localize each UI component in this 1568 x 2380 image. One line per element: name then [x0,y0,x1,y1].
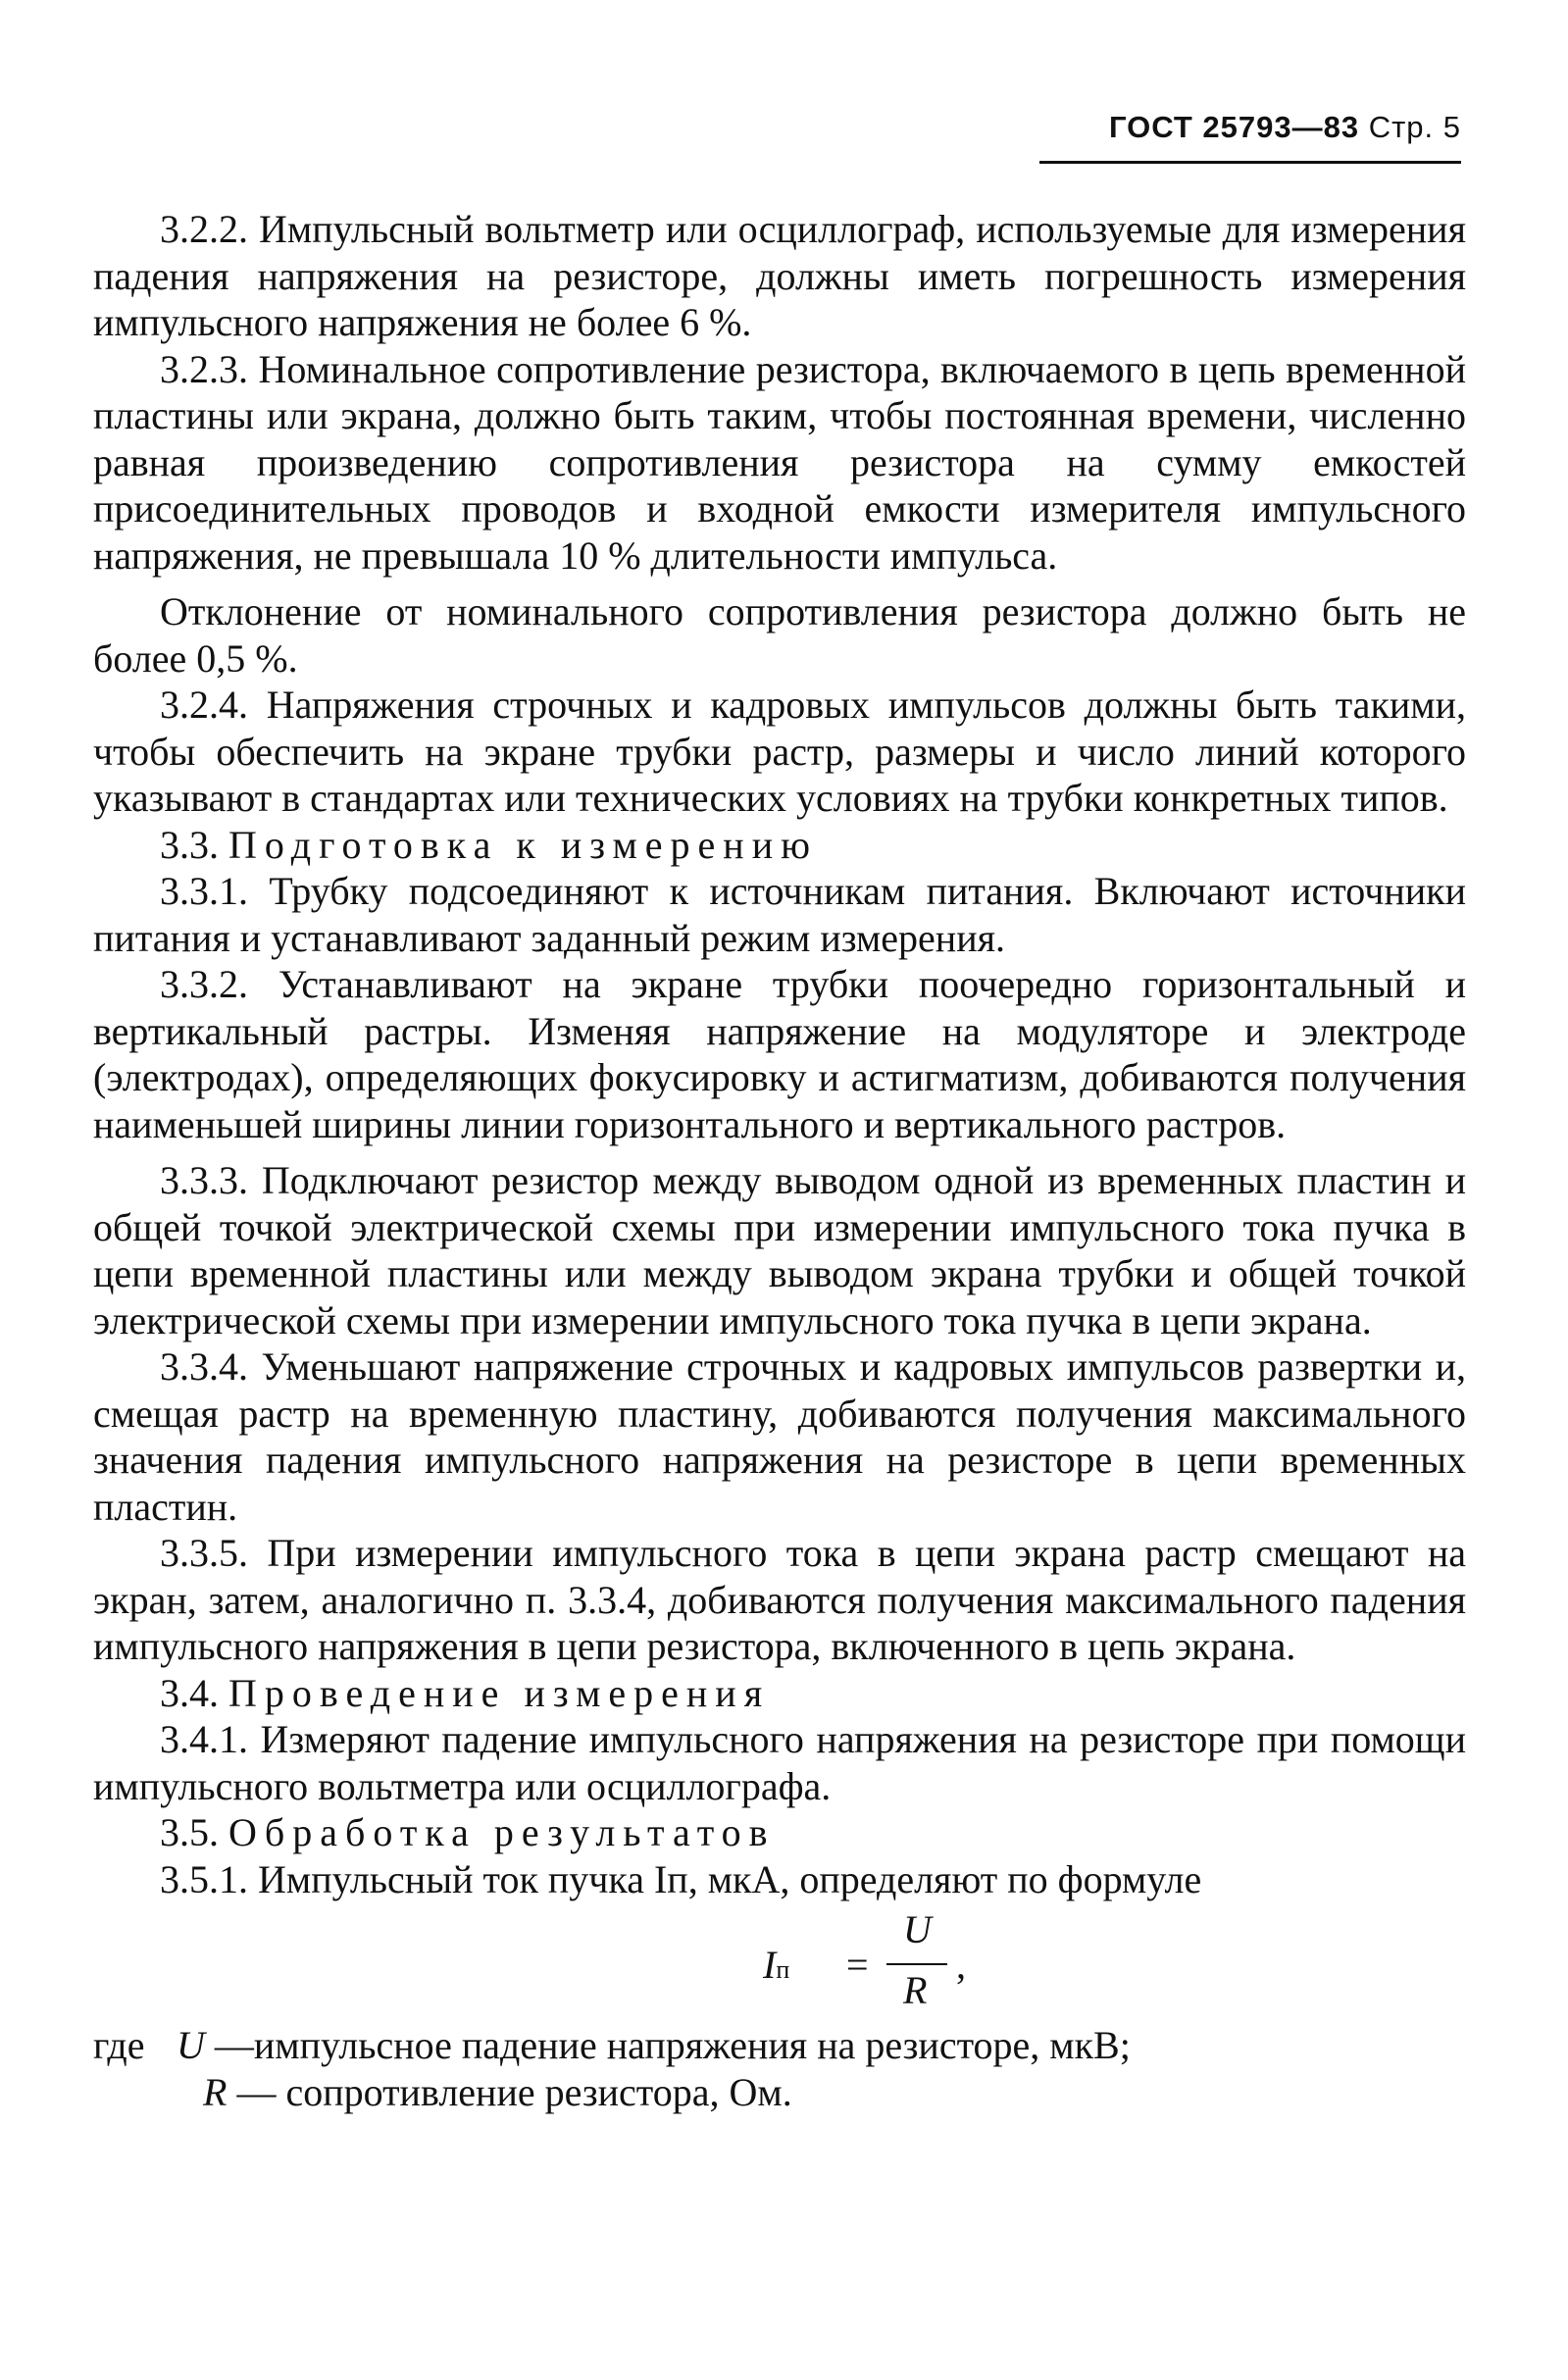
section-heading-3-4 [93,1670,1466,1717]
section-number: 3.4. [160,1670,219,1715]
where-description: —импульсное падение напряжения на резисторе, мкВ; [214,2023,1131,2067]
paragraph-3-3-2: 3.3.2. Устанавливают на экране трубки поочередно горизонтальный и вертикальный растры. Изменяя напряжение на модуляторе и электроде (электродах), определяющих фокусировку и астигматизм, добиваются получения наименьшей ширины линии горизонтального и вертикального растров. [93,962,1466,1146]
formula-denominator: R [903,1968,928,2012]
section-number: 3.5. [160,1810,219,1854]
section-title: Проведение измерения [228,1670,771,1715]
doc-id: ГОСТ 25793—83 [1108,110,1360,144]
paragraph-3-3-1: 3.3.1. Трубку подсоединяют к источникам питания. Включают источники питания и устанавливают заданный режим измерения. [93,869,1466,960]
paragraph-3-4-1: 3.4.1. Измеряют падение импульсного напряжения на резисторе при помощи импульсного вольтметра или осциллографа. [93,1717,1466,1808]
paragraph-deviation: Отклонение от номинального сопротивления резистора должно быть не более 0,5 %. [93,589,1466,681]
paragraph-3-3-3: 3.3.3. Подключают резистор между выводом одной из временных пластин и общей точкой электрической схемы при измерении импульсного тока пучка в цепи временной пластины или между выводом экрана трубки и общей точкой электрической схемы при измерении импульсного тока пучка в цепи экрана. [93,1158,1466,1342]
page-number: Стр. 5 [1368,110,1461,144]
where-item-r [93,2069,1466,2116]
section-title: Подготовка к измерению [228,822,818,867]
document-body [93,206,1466,2115]
where-symbol: U [177,2023,205,2067]
formula-equals: = [846,1943,869,1987]
formula-numerator: U [903,1907,932,1951]
where-description: — сопротивление резистора, Ом. [236,2069,792,2114]
page-header [1039,110,1461,145]
fraction-bar [886,1963,947,1965]
header-rule [1039,161,1461,164]
paragraph-3-2-3: 3.2.3. Номинальное сопротивление резистора, включаемого в цепь временной пластины или экрана, должно быть таким, чтобы постоянная времени, численно равная произведению сопротивления резистора на сумму емкостей присоединительных проводов и входной емкости измерителя импульсного напряжения, не превышала 10 % длительности импульса. [93,346,1466,578]
formula-current [93,1906,1466,2022]
where-symbol: R [203,2069,228,2114]
paragraph-3-2-2: 3.2.2. Импульсный вольтметр или осциллограф, используемые для измерения падения напряжения на резисторе, должны иметь погрешность измерения импульсного напряжения не более 6 %. [93,207,1466,344]
formula-comma: , [956,1943,966,1987]
formula-lhs-subscript: п [776,1955,790,1984]
formula-fraction [763,1906,1018,2022]
where-label: где [93,2023,145,2067]
paragraph-3-2-4: 3.2.4. Напряжения строчных и кадровых импульсов должны быть такими, чтобы обеспечить на экране трубки растр, размеры и число линий которого указывают в стандартах или технических условиях на трубки конкретных типов. [93,683,1466,820]
paragraph-3-3-5: 3.3.5. При измерении импульсного тока в цепи экрана растр смещают на экран, затем, аналогично п. 3.3.4, добиваются получения максимального падения импульсного напряжения в цепи резистора, включенного в цепь экрана. [93,1531,1466,1668]
section-heading-3-3 [93,822,1466,869]
paragraph-3-5-1: 3.5.1. Импульсный ток пучка Iп, мкА, определяют по формуле [160,1856,1202,1901]
section-number: 3.3. [160,822,219,867]
section-heading-3-5 [93,1809,1466,1856]
section-title: Обработка результатов [228,1810,776,1854]
where-block [93,2022,1466,2115]
where-item-u [93,2022,1466,2069]
formula-lhs: Iп [763,1943,790,1987]
paragraph-3-3-4: 3.3.4. Уменьшают напряжение строчных и кадровых импульсов развертки и, смещая растр на временную пластину, добиваются получения максимального значения падения импульсного напряжения на резисторе в цепи временных пластин. [93,1344,1466,1529]
